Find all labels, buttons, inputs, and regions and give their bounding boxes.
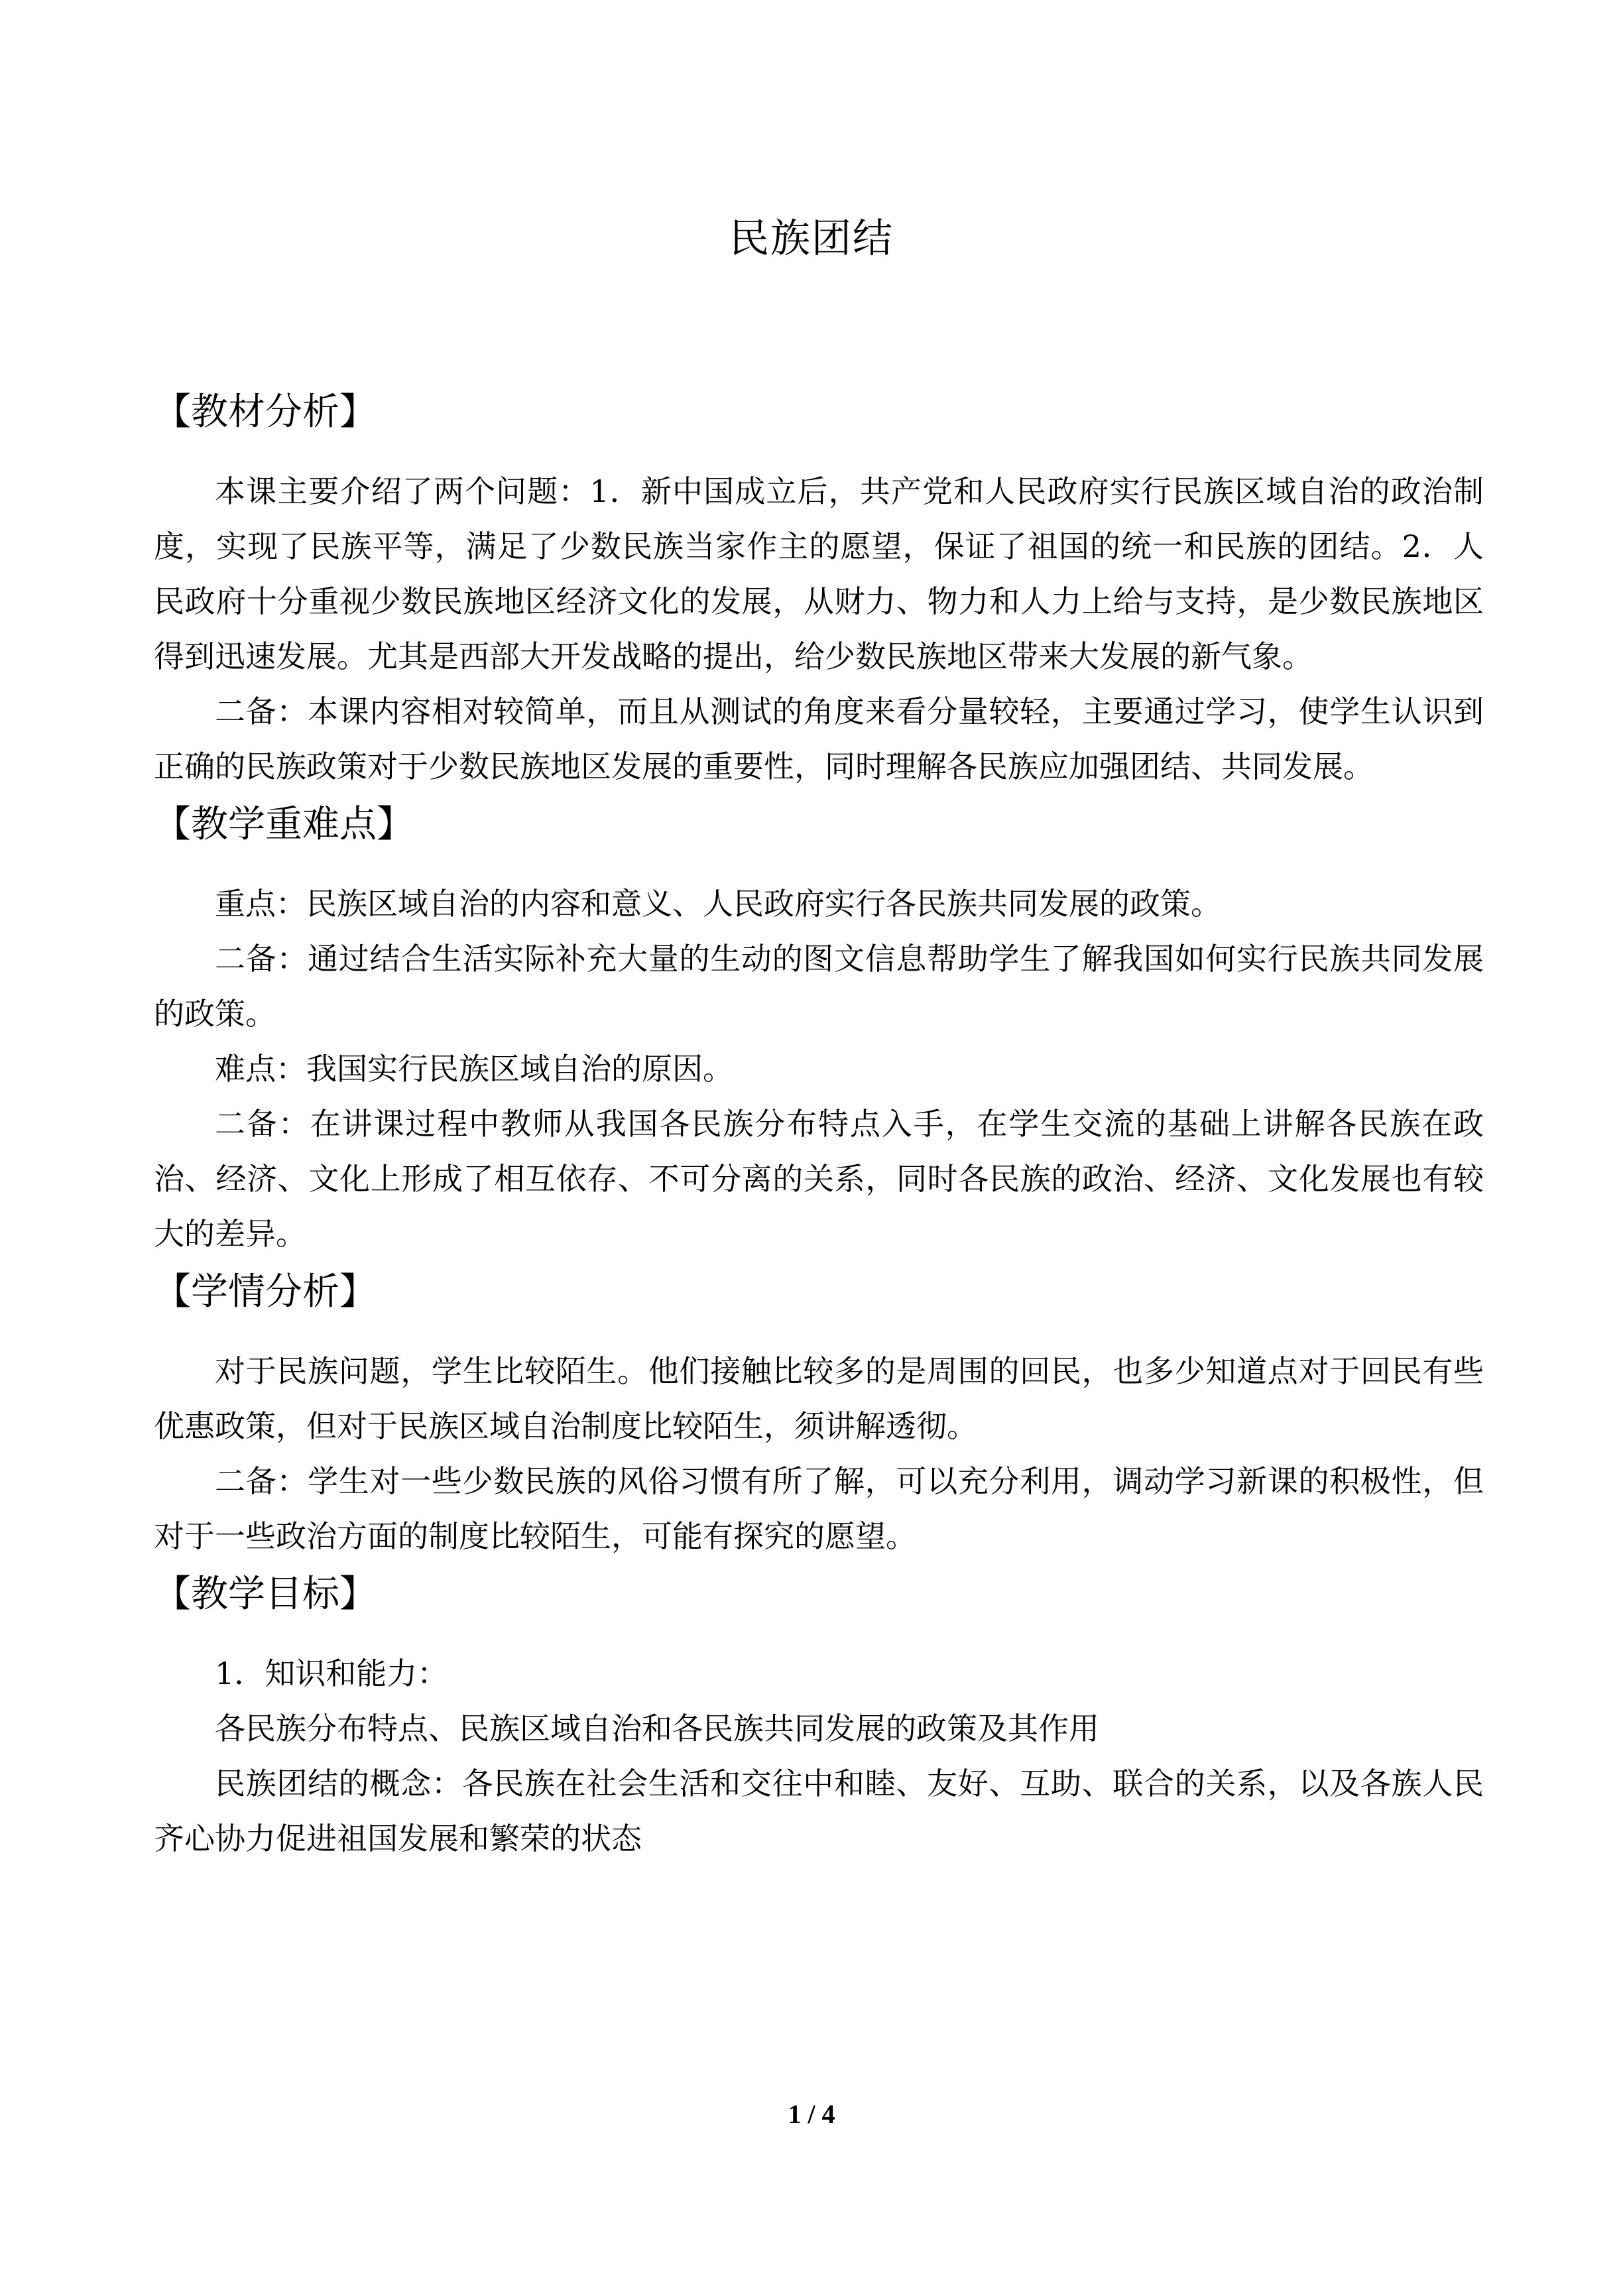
paragraph: 对于民族问题，学生比较陌生。他们接触比较多的是周围的回民，也多少知道点对于回民有些优惠政策，但对于民族区域自治制度比较陌生，须讲解透彻。 [154,1353,1484,1444]
section-teaching-objectives [154,1571,1484,1866]
section-heading: 【教学重难点】 [154,803,414,846]
section-student-analysis [154,1268,1484,1564]
section-heading: 【学情分析】 [154,1270,377,1313]
page-number: 1 / 4 [788,2099,835,2129]
section-textbook-analysis [154,389,1484,794]
paragraph: 民族团结的概念：各民族在社会生活和交往中和睦、友好、互助、联合的关系，以及各族人民齐心协力促进祖国发展和繁荣的状态 [154,1766,1484,1856]
paragraph: 1．知识和能力： [215,1656,448,1691]
section-heading: 【教材分析】 [154,391,377,434]
paragraph: 二备：通过结合生活实际补充大量的生动的图文信息帮助学生了解我国如何实行民族共同发展的政策。 [154,941,1484,1032]
paragraph: 二备：在讲课过程中教师从我国各民族分布特点入手，在学生交流的基础上讲解各民族在政治、经济、文化上形成了相互依存、不可分离的关系，同时各民族的政治、经济、文化发展也有较大的差异。 [154,1106,1484,1252]
paragraph: 本课主要介绍了两个问题：1．新中国成立后，共产党和人民政府实行民族区域自治的政治制度，实现了民族平等，满足了少数民族当家作主的愿望，保证了祖国的统一和民族的团结。2．人民政府十分重视少数民族地区经济文化的发展，从财力、物力和人力上给与支持，是少数民族地区得到迅速发展。尤其是西部大开发战略的提出，给少数民族地区带来大发展的新气象。 [154,473,1484,674]
section-heading: 【教学目标】 [154,1573,377,1616]
paragraph: 难点：我国实行民族区域自治的原因。 [215,1051,733,1087]
paragraph: 二备：学生对一些少数民族的风俗习惯有所了解，可以充分利用，调动学习新课的积极性，但对于一些政治方面的制度比较陌生，可能有探究的愿望。 [154,1463,1484,1554]
paragraph: 重点：民族区域自治的内容和意义、人民政府实行各民族共同发展的政策。 [215,886,1221,922]
page-title: 民族团结 [729,215,894,262]
paragraph: 各民族分布特点、民族区域自治和各民族共同发展的政策及其作用 [215,1711,1099,1746]
document-body [154,382,1484,1866]
section-key-difficult-points [154,801,1484,1262]
paragraph: 二备：本课内容相对较简单，而且从测试的角度来看分量较轻，主要通过学习，使学生认识到正确的民族政策对于少数民族地区发展的重要性，同时理解各民族应加强团结、共同发展。 [154,694,1484,784]
